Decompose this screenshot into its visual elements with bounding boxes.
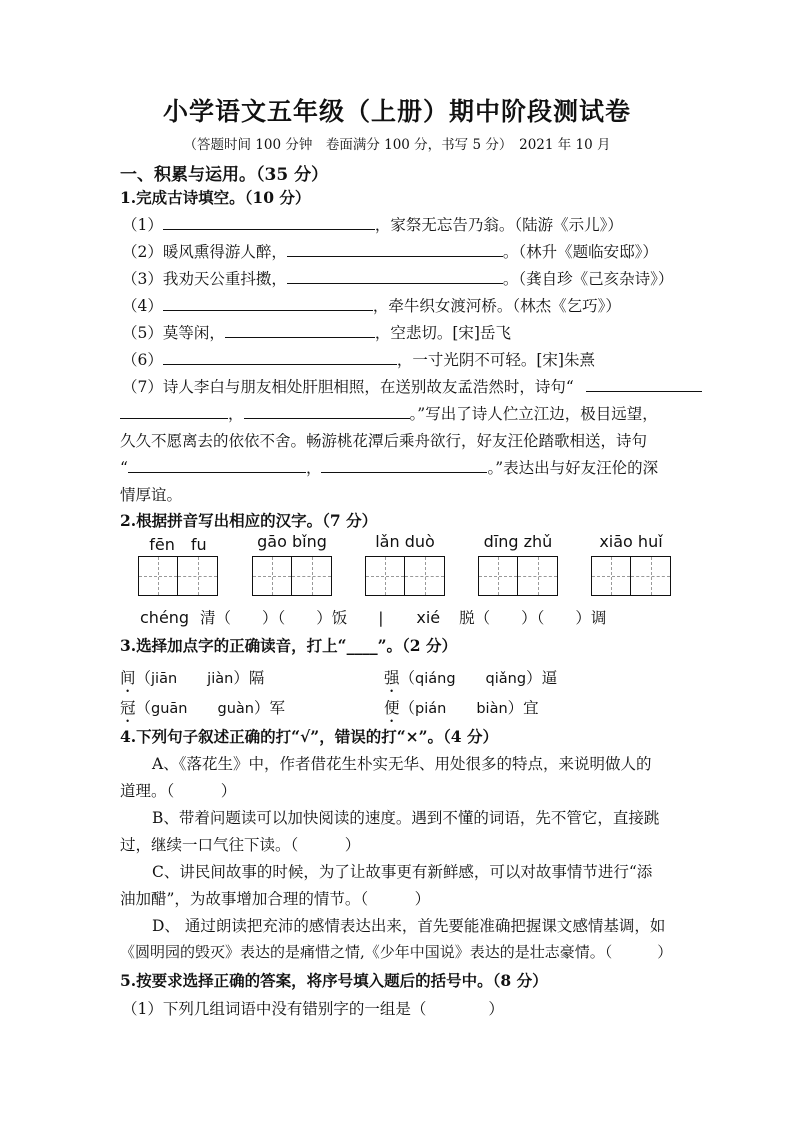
poem-item-6: （6） ，一寸光阴不可轻。[宋]朱熹 [122, 351, 595, 369]
poem-item-1: （1） ，家祭无忘告乃翁。（陆游《示儿》） [122, 216, 623, 234]
pronunciation-item-1: 间（jiān jiàn）隔 [120, 669, 265, 687]
writing-grid[interactable] [138, 556, 218, 596]
exam-title: 小学语文五年级（上册）期中阶段测试卷 [162, 97, 631, 126]
pronunciation-option[interactable]: pián [415, 701, 447, 717]
answer-blank[interactable] [287, 241, 503, 257]
writing-grid[interactable] [365, 556, 445, 596]
question-3-heading: 3.选择加点字的正确读音，打上“____”。（2 分） [120, 636, 457, 655]
question-4-heading: 4.下列句子叙述正确的打“√”，错误的打“×”。（4 分） [120, 727, 498, 746]
exam-subtitle: （答题时间 100 分钟 卷面满分 100 分，书写 5 分） 2021 年 10 月 [183, 137, 611, 153]
poem-item-7-line-3: 久久不愿离去的依依不舍。畅游桃花潭后乘舟欲行，好友汪伦踏歌相送，诗句 [120, 432, 648, 450]
answer-blank[interactable] [163, 295, 373, 311]
statement-b-cont: 过，继续一口气往下读。（ ） [120, 836, 361, 854]
answer-blank[interactable] [128, 457, 306, 473]
statement-a-cont: 道理。（ ） [120, 782, 237, 800]
poem-item-7-line-4: “ ， 。”表达出与好友汪伦的深 [120, 459, 659, 477]
statement-d: D、 通过朗读把充沛的感情表达出来，首先要能准确把握课文感情基调，如 [152, 917, 666, 935]
pronunciation-option[interactable]: qiáng [415, 671, 456, 687]
writing-grid[interactable] [591, 556, 671, 596]
pronunciation-option[interactable]: biàn [476, 701, 508, 717]
answer-blank[interactable] [163, 214, 375, 230]
poem-item-2: （2）暖风熏得游人醉， 。（林升《题临安邸》） [122, 243, 658, 261]
pinyin-word-1: fēn fu [138, 532, 218, 596]
pronunciation-item-3: 冠（guān guàn）军 [120, 699, 286, 717]
poem-item-3: （3）我劝天公重抖擞， 。（龚自珍《己亥杂诗》） [122, 270, 674, 288]
statement-d-cont: 《圆明园的毁灭》表达的是痛惜之情,《少年中国说》表达的是壮志豪情。（ ） [120, 943, 673, 961]
writing-grid[interactable] [478, 556, 558, 596]
question-5-heading: 5.按要求选择正确的答案，将序号填入题后的括号中。（8 分） [120, 971, 548, 990]
pronunciation-option[interactable]: guān [151, 701, 188, 717]
answer-blank[interactable] [321, 457, 487, 473]
pinyin-word-3: lǎn duò [365, 532, 445, 596]
poem-item-7-line-2: ， 。”写出了诗人伫立江边，极目远望， [120, 402, 658, 424]
statement-b: B、带着问题读可以加快阅读的速度。遇到不懂的词语，先不管它，直接跳 [152, 809, 660, 827]
section-heading: 一、积累与运用。（35 分） [120, 165, 329, 185]
answer-blank[interactable] [225, 322, 375, 338]
pronunciation-option[interactable]: qiǎng [485, 671, 527, 687]
pronunciation-option[interactable]: jiān [151, 671, 178, 687]
pinyin-word-4: dīng zhǔ [478, 532, 558, 596]
question-2-heading: 2.根据拼音写出相应的汉字。（7 分） [120, 511, 378, 530]
answer-blank[interactable] [244, 403, 410, 419]
statement-a: A、《落花生》中，作者借花生朴实无华、用处很多的特点，来说明做人的 [152, 755, 652, 773]
statement-c-cont: 油加醋”，为故事增加合理的情节。（ ） [120, 890, 431, 908]
answer-blank[interactable] [586, 376, 702, 392]
pinyin-word-5: xiāo huǐ [591, 532, 671, 596]
answer-blank[interactable] [163, 349, 397, 365]
pronunciation-option[interactable]: jiàn [207, 671, 234, 687]
pronunciation-item-4: 便（pián biàn）宜 [384, 699, 539, 717]
poem-item-7-line-5: 情厚谊。 [120, 486, 183, 504]
answer-blank[interactable] [120, 403, 228, 419]
question-1-heading: 1.完成古诗填空。（10 分） [120, 188, 311, 207]
statement-c: C、讲民间故事的时候，为了让故事更有新鲜感，可以对故事情节进行“添 [152, 863, 653, 881]
answer-blank[interactable] [287, 268, 503, 284]
writing-grid[interactable] [252, 556, 332, 596]
poem-item-5: （5）莫等闲， ，空悲切。[宋]岳飞 [122, 324, 511, 342]
poem-item-7-line-1: （7）诗人李白与朋友相处肝胆相照，在送别故友孟浩然时，诗句“ [122, 375, 702, 397]
pronunciation-item-2: 强（qiáng qiǎng）逼 [384, 669, 558, 687]
pronunciation-option[interactable]: guàn [217, 701, 254, 717]
question-5-item-1: （1）下列几组词语中没有错别字的一组是（ ） [122, 1000, 504, 1018]
poem-item-4: （4） ，牵牛织女渡河桥。（林杰《乞巧》） [122, 297, 621, 315]
pinyin-word-2: gāo bǐng [252, 532, 332, 596]
pinyin-fill-row: chéng 清（ ）（ ）饭 | xié 脱（ ）（ ）调 [140, 608, 607, 627]
